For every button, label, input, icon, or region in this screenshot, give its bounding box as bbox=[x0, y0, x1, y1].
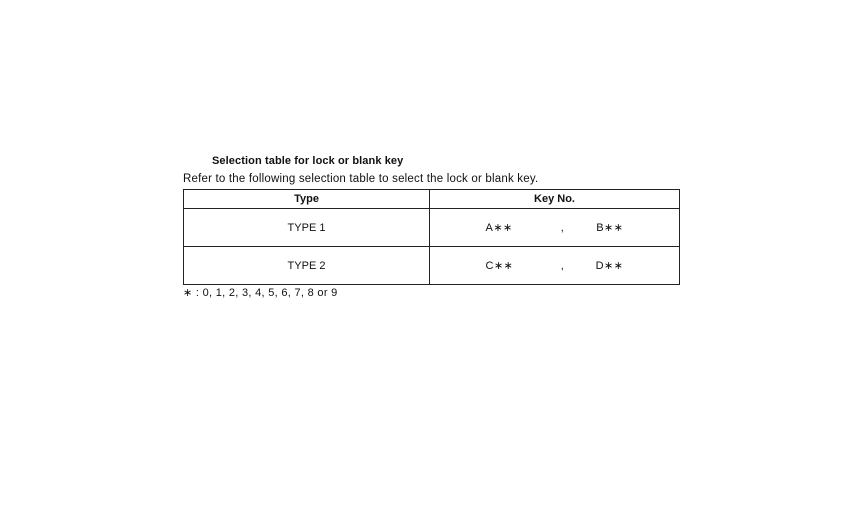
key-cell bbox=[430, 209, 680, 247]
table-header-row bbox=[184, 190, 680, 209]
key-separator: , bbox=[560, 259, 565, 272]
intro-text: Refer to the following selection table to select the lock or blank key. bbox=[183, 173, 539, 185]
key-separator: , bbox=[560, 221, 565, 234]
selection-table bbox=[183, 189, 680, 285]
type-cell: TYPE 1 bbox=[184, 209, 430, 247]
key-b: B∗∗ bbox=[596, 222, 624, 234]
document-page bbox=[183, 153, 683, 302]
header-key-no: Key No. bbox=[430, 190, 680, 209]
type-cell: TYPE 2 bbox=[184, 247, 430, 285]
key-b: D∗∗ bbox=[595, 260, 624, 272]
section-title: Selection table for lock or blank key bbox=[212, 155, 404, 167]
table-row bbox=[184, 247, 680, 285]
header-type: Type bbox=[184, 190, 430, 209]
key-a: C∗∗ bbox=[485, 260, 514, 272]
key-a: A∗∗ bbox=[485, 222, 513, 234]
footnote: ∗ : 0, 1, 2, 3, 4, 5, 6, 7, 8 or 9 bbox=[183, 287, 338, 299]
table-row bbox=[184, 209, 680, 247]
key-cell bbox=[430, 247, 680, 285]
